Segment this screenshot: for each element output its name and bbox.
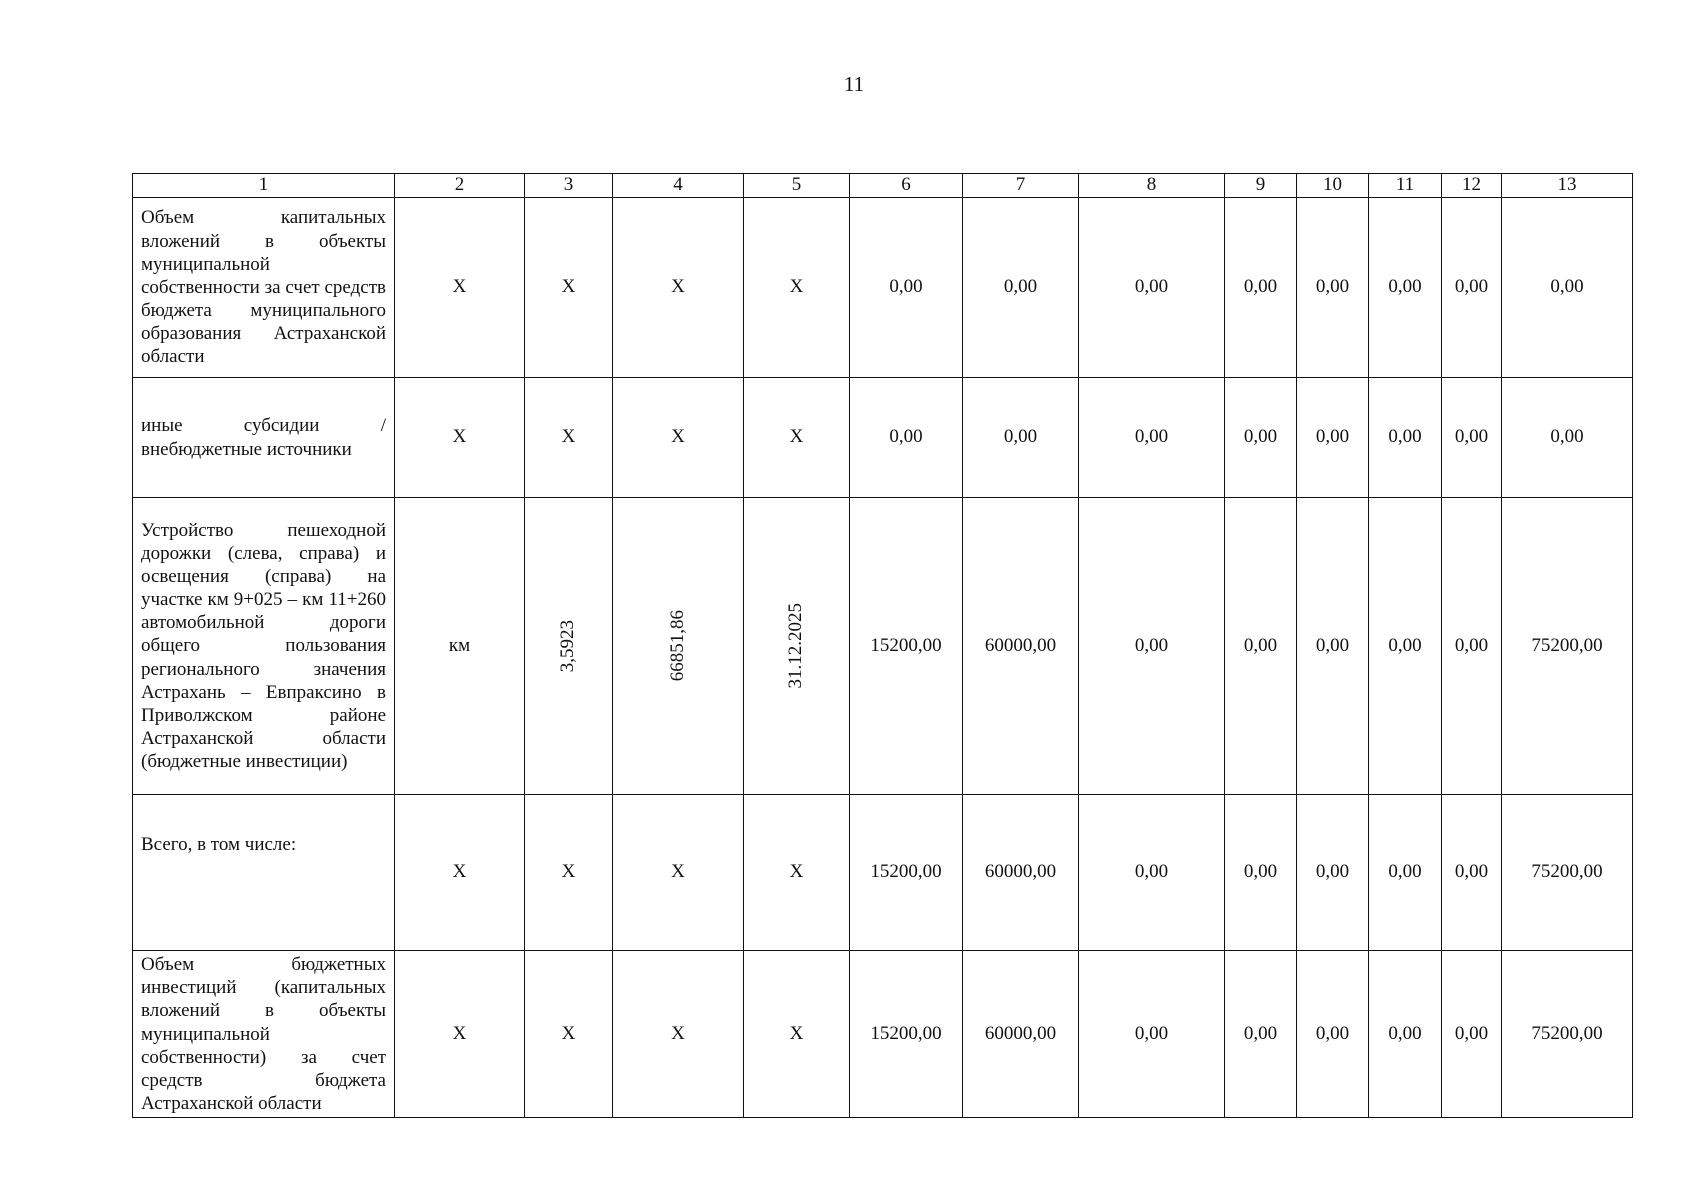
table-cell: Х [744,795,850,951]
table-row [133,198,1633,378]
table-cell: 0,00 [1225,951,1297,1118]
rotated-value: 31.12.2025 [785,603,807,689]
table-cell [613,498,744,795]
table-cell: 75200,00 [1502,795,1633,951]
budget-table [132,173,1633,1118]
table-cell: Х [744,951,850,1118]
table-cell: Х [395,198,525,378]
rotated-value: 3,5923 [557,619,579,673]
table-cell [525,498,613,795]
table-cell: 0,00 [1297,795,1369,951]
table-cell: 0,00 [1079,795,1225,951]
table-cell: 75200,00 [1502,951,1633,1118]
table-cell: 0,00 [1369,498,1442,795]
table-cell: 60000,00 [963,951,1079,1118]
table-cell [744,498,850,795]
table-cell: 0,00 [1442,951,1502,1118]
table-cell: Х [744,198,850,378]
table-cell: 0,00 [1369,795,1442,951]
table-cell: 0,00 [1225,795,1297,951]
column-header: 6 [850,174,963,198]
column-header: 9 [1225,174,1297,198]
table-cell: 0,00 [1502,198,1633,378]
table-cell: Х [395,795,525,951]
table-cell: 0,00 [1442,498,1502,795]
table-cell: 0,00 [1369,951,1442,1118]
table-cell: 0,00 [1442,378,1502,498]
table-cell: 0,00 [1079,951,1225,1118]
table-cell: км [395,498,525,795]
column-header: 13 [1502,174,1633,198]
table-cell: 0,00 [1225,378,1297,498]
table-cell: Х [395,378,525,498]
column-header: 1 [133,174,395,198]
table-cell: Х [613,378,744,498]
table-cell: 0,00 [1297,198,1369,378]
table-cell: Х [395,951,525,1118]
table-cell: 0,00 [1369,198,1442,378]
column-header: 10 [1297,174,1369,198]
table-header-row [133,174,1633,198]
table-cell: Х [613,198,744,378]
table-cell: 0,00 [1369,378,1442,498]
table-cell: 60000,00 [963,498,1079,795]
table-cell: 0,00 [1225,198,1297,378]
table-cell: Х [525,198,613,378]
table-cell: Х [613,951,744,1118]
page-number: 11 [843,72,865,96]
table-cell: 0,00 [1079,498,1225,795]
table-cell: 0,00 [850,198,963,378]
rotated-value: 66851,86 [666,610,688,682]
table-cell: Х [525,951,613,1118]
row-description: Устройство пешеходной дорожки (слева, справа) и освещения (справа) на участке км 9+025 – км 11+260 автомобильной дороги общего пользования регионального значения Астрахань – Евпраксино в Приволжском районе Астраханской области (бюджетные инвестиции) [133,498,395,795]
table-cell: 15200,00 [850,498,963,795]
column-header: 12 [1442,174,1502,198]
table-cell: 75200,00 [1502,498,1633,795]
table-cell: 0,00 [1442,795,1502,951]
row-description: Всего, в том числе: [133,795,395,951]
table-cell: 0,00 [1442,198,1502,378]
table-cell: 0,00 [963,378,1079,498]
table-row [133,498,1633,795]
table-cell: 0,00 [1297,498,1369,795]
table-row [133,795,1633,951]
row-description: Объем бюджетных инвестиций (капитальных вложений в объекты муниципальной собственности) за счет средств бюджета Астраханской области [133,951,395,1118]
table-cell: 0,00 [1225,498,1297,795]
table-row [133,378,1633,498]
table-cell: Х [744,378,850,498]
column-header: 2 [395,174,525,198]
table-cell: Х [525,378,613,498]
row-description: иные субсидии / внебюджетные источники [133,378,395,498]
column-header: 5 [744,174,850,198]
table-cell: 15200,00 [850,795,963,951]
table-cell: 0,00 [1297,951,1369,1118]
row-description: Объем капитальных вложений в объекты муниципальной собственности за счет средств бюджета муниципального образования Астраханской области [133,198,395,378]
column-header: 8 [1079,174,1225,198]
table-cell: 0,00 [1297,378,1369,498]
table-cell: 60000,00 [963,795,1079,951]
table-cell: 0,00 [1079,198,1225,378]
column-header: 4 [613,174,744,198]
table-cell: 0,00 [850,378,963,498]
column-header: 3 [525,174,613,198]
table-cell: 15200,00 [850,951,963,1118]
table-cell: 0,00 [1079,378,1225,498]
table-cell: Х [613,795,744,951]
table-row [133,951,1633,1118]
table-cell: 0,00 [963,198,1079,378]
column-header: 11 [1369,174,1442,198]
column-header: 7 [963,174,1079,198]
table-cell: Х [525,795,613,951]
table-cell: 0,00 [1502,378,1633,498]
